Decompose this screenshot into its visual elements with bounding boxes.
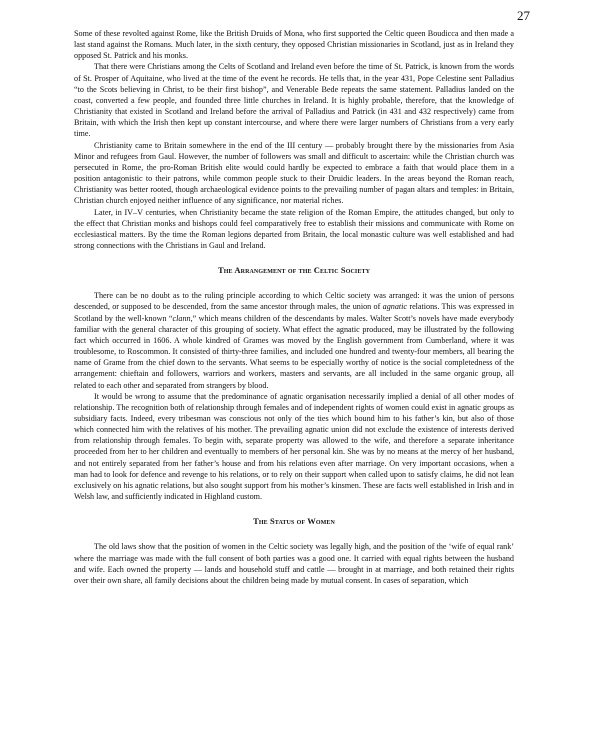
page-body [74, 28, 514, 586]
paragraph: Some of these revolted against Rome, like the British Druids of Mona, who first supported the Celtic queen Boudicca and then made a last stand against the Romans. Much later, in the sixth century, they opposed Christian missionaries in Scotland, just as in Ireland they opposed St. Patrick and his monks. [74, 29, 514, 61]
section-heading-celtic-society: The Arrangement of the Celtic Society [218, 265, 370, 276]
text-run: There can be no doubt as to the ruling principle according to which Celtic society was arranged: it was the union of persons descended, or supposed to be descended, from the same ancestor through males, the union of [74, 291, 514, 312]
paragraph: Christianity came to Britain somewhere in the end of the III century — probably brought there by the missionaries from Asia Minor and refugees from Gaul. However, the number of followers was small and difficult to ascertain: while the Christian church was persecuted in Rome, the pro-Roman British elite would could hardly be expected to embrace a faith that would place them in a position antagonistic to their patrons, while common people stuck to their Druidic leaders. In the areas beyond the Roman reach, Christianity was better rooted, though archaeological evidence points to the prevailing number of pagan altars and temples: in Britain, Christian church enjoyed neither influence of any significance, nor material riches. [74, 140, 514, 206]
paragraph: The old laws show that the position of women in the Celtic society was legally high, and the position of the ‘wife of equal rank’ where the marriage was made with the full consent of both parties was a good one. It carried with equal rights between the husband and wife. Each owned the property — lands and household stuff and cattle — brought in at marriage, and both retained their rights over their own share, all family decisions about the children being made by mutual consent. In cases of separation, which [74, 542, 514, 585]
section-heading-status-of-women: The Status of Women [253, 516, 335, 527]
paragraph [74, 290, 514, 390]
paragraph: That there were Christians among the Celts of Scotland and Ireland even before the time of St. Patrick, is known from the words of St. Prosper of Aquitaine, who lived at the time of the event he records. He tells that, in the year 431, Pope Celestine sent Palladius “to the Scots believing in Christ, to be their first bishop”, and Venerable Bede repeats the same statement. Palladius landed on the coast, converted a few people, and founded three little churches in Ireland. It is highly probable, therefore, that the knowledge of Christianity that existed in Scotland and Ireland before the arrival of Palladius and Patrick (in 431 and 432 respectively) came from Britain, with which the Irish then kept up constant intercourse, and where there were larger numbers of Christians from a very early time. [74, 62, 514, 139]
text-run: relations. This was expressed in Scotland by the well-known “ [74, 302, 514, 323]
paragraph: It would be wrong to assume that the predominance of agnatic organisation necessarily implied a denial of all other modes of relationship. The recognition both of relationship through females and of independent rights of women could exist in agnatic groups as subsidiary facts. Indeed, every tribesman was conscious not only of the ties which bound him to his father’s kin, but also of those which connected him with the relatives of his mother. The prevailing agnatic union did not exclude the existence of interests derived from relationship through females. To begin with, separate property was allowed to the wife, and therefore a separate inheritance proceeded from her to her children and eventually to members of her personal kin. She was by no means at the mercy of her husband, and not entirely separated from her father’s house and from his relations even after marriage. On very important occasions, when a man had to look for defence and revenge to his relations, or to rely on their support when called upon to satisfy claims, he did not lean exclusively on his agnatic relations, but also sought support from his mother’s kinsmen. These are facts well established in Irish and in Welsh law, and sufficiently indicated in Highland custom. [74, 391, 514, 502]
text-run: ,” which means children of the descendants by males. Walter Scott’s novels have made everybody familiar with the general character of this grouping of society. What effect the agnatic produced, may be illustrated by the following fact which occurred in 1606. A whole kindred of Grames was moved by the English government from Cumberland, where it was troublesome, to Roscommon. It consisted of thirty-three families, and included one hundred and twenty-four members, all bearing the name of Grame from the chief down to the servants. What seems to be especially worthy of notice is the social completedness of the arrangement: chieftain and followers, warriors and workers, masters and servants, are all included in the same organic group, all related to each other and separated from strangers by blood. [74, 313, 514, 390]
paragraph: Later, in IV–V centuries, when Christianity became the state religion of the Roman Empire, the attitudes changed, but only to the effect that Christian monks and bishops could feel comparatively free to establish their missions and communicate with Rome on ecclesiastical matters. By the time the Roman legions departed from Britain, the local monastic culture was well established and had strong connections with the Christians in Gaul and Ireland. [74, 207, 514, 250]
italic-term-agnatic: agnatic [382, 302, 408, 312]
italic-term-clann: clann [172, 313, 191, 323]
page-number: 27 [517, 8, 530, 23]
